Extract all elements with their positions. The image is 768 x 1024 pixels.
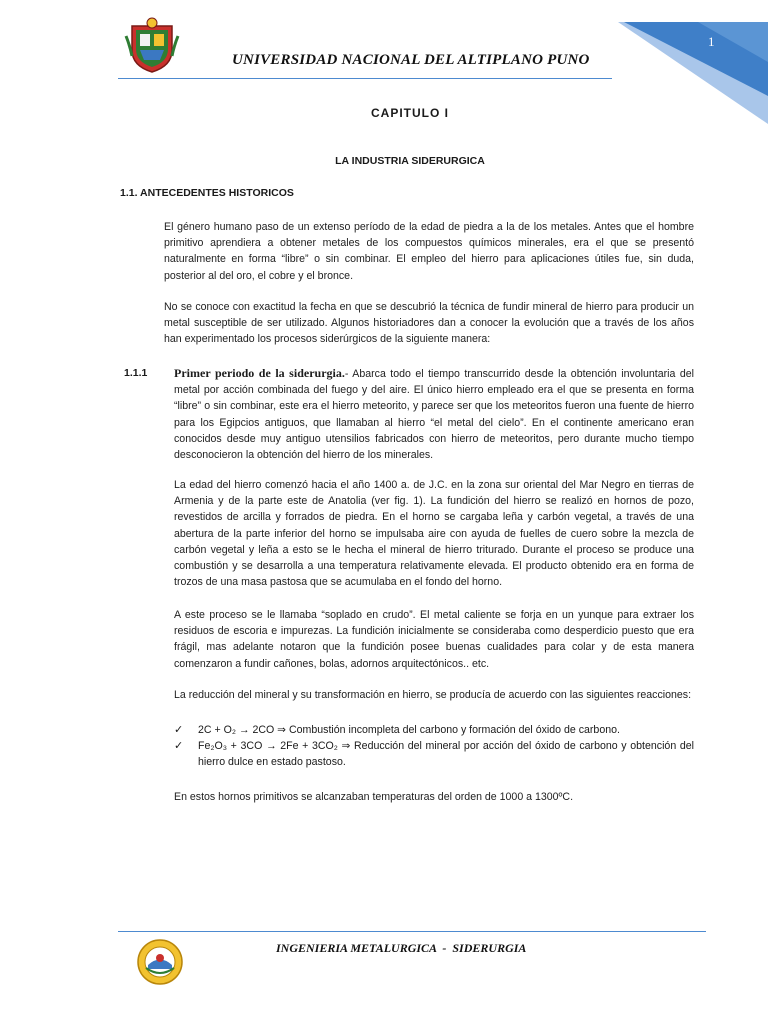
- chapter-title: CAPITULO I: [371, 106, 449, 120]
- university-crest-icon: [124, 16, 180, 74]
- paragraph-6: La reducción del mineral y su transformación en hierro, se producía de acuerdo con las siguientes reacciones:: [174, 689, 692, 701]
- paragraph-3: [174, 365, 694, 463]
- subsection-number: 1.1.1: [124, 367, 148, 379]
- list-item: [174, 722, 694, 738]
- page-number: 1: [708, 34, 715, 49]
- footer-title: INGENIERIA METALURGICA - SIDERURGIA: [276, 941, 527, 955]
- reaction-text: Fe₂O₃ + 3CO → 2Fe + 3CO₂ ⇒ Reducción del mineral por acción del óxido de carbono y obtención del hierro dulce en estado pastoso.: [198, 740, 694, 769]
- list-item: [174, 738, 694, 770]
- footer-divider: [118, 931, 706, 932]
- paragraph-4: La edad del hierro comenzó hacia el año 1400 a. de J.C. en la zona sur oriental del Mar Negro en tierras de Armenia y de la parte este de Anatolia (ver fig. 1). La fundición del hierro se realizó en hornos de pozo, revestidos de arcilla y forrados de piedra. En el horno se cargaba leña y carbón vegetal, a través de una abertura de la parte inferior del horno se impulsaba aire con ayuda de fuelles de cuero sobre la mezcla de carbón vegetal y leña a esto se le hecha el mineral de hierro triturado. Durante el proceso se produce una combustión y se desarrolla a una temperatura relativamente elevada. El producto obtenido era en forma de trozos de una masa pastosa que se acumulaba en el fondo del horno.: [174, 479, 694, 589]
- checkmark-icon: ✓: [174, 739, 184, 753]
- checkmark-icon: ✓: [174, 723, 184, 736]
- chapter-subtitle: LA INDUSTRIA SIDERURGICA: [335, 155, 485, 167]
- paragraph-2: No se conoce con exactitud la fecha en que se descubrió la técnica de fundir mineral de hierro para producir un metal susceptible de ser utilizado. Algunos historiadores dan a conocer la evolución que a través de los años han experimentado los procesos siderúrgicos de la siguiente manera:: [164, 301, 694, 346]
- paragraph-7: En estos hornos primitivos se alcanzaban temperaturas del orden de 1000 a 1300ºC.: [174, 791, 574, 803]
- university-title: UNIVERSIDAD NACIONAL DEL ALTIPLANO PUNO: [232, 52, 590, 68]
- seal-emblem-icon: [136, 938, 184, 986]
- section-heading: 1.1. ANTECEDENTES HISTORICOS: [120, 187, 294, 199]
- paragraph-3-text: - Abarca todo el tiempo transcurrido desde la obtención involuntaria del metal por acción combinada del fuego y del aire. El único hierro empleado era el que se presenta en forma “libre” o sin combinar, este era el hierro meteorito, y parece ser que los meteoritos fueron una fuente de hierro para los Egipcios antiguos, que llamaban al hierro “el metal del cielo”. En el continente americano eran conocidos desde muy antiguo utensilios fabricados con hierro de meteoritos, pero durante mucho tiempo desconocieron la obtención del hierro de los minerales.: [174, 368, 694, 462]
- subsection-title: Primer periodo de la siderurgia.: [174, 366, 345, 380]
- reaction-list: [174, 722, 694, 771]
- header-divider: [118, 78, 612, 79]
- reaction-text: 2C + O₂ → 2CO ⇒ Combustión incompleta del carbono y formación del óxido de carbono.: [198, 724, 620, 736]
- paragraph-5: A este proceso se le llamaba “soplado en crudo”. El metal caliente se forja en un yunque para extraer los residuos de escoria e impurezas. La fundición inicialmente se consideraba como desperdicio puesto que era frágil, mas adelante notaron que la fundición posee buenas cualidades para colar y de esta manera comenzaron a fundir cañones, bolas, adornos arquitectónicos.. etc.: [174, 609, 694, 670]
- paragraph-1: El género humano paso de un extenso período de la edad de piedra a la de los metales. Antes que el hombre primitivo aprendiera a obtener metales de los compuestos químicos minerales, era el que se presentó naturalmente en forma “libre” o sin combinar. El empleo del hierro para aplicaciones útiles fue, sin duda, posterior al del oro, el cobre y el bronce.: [164, 221, 694, 282]
